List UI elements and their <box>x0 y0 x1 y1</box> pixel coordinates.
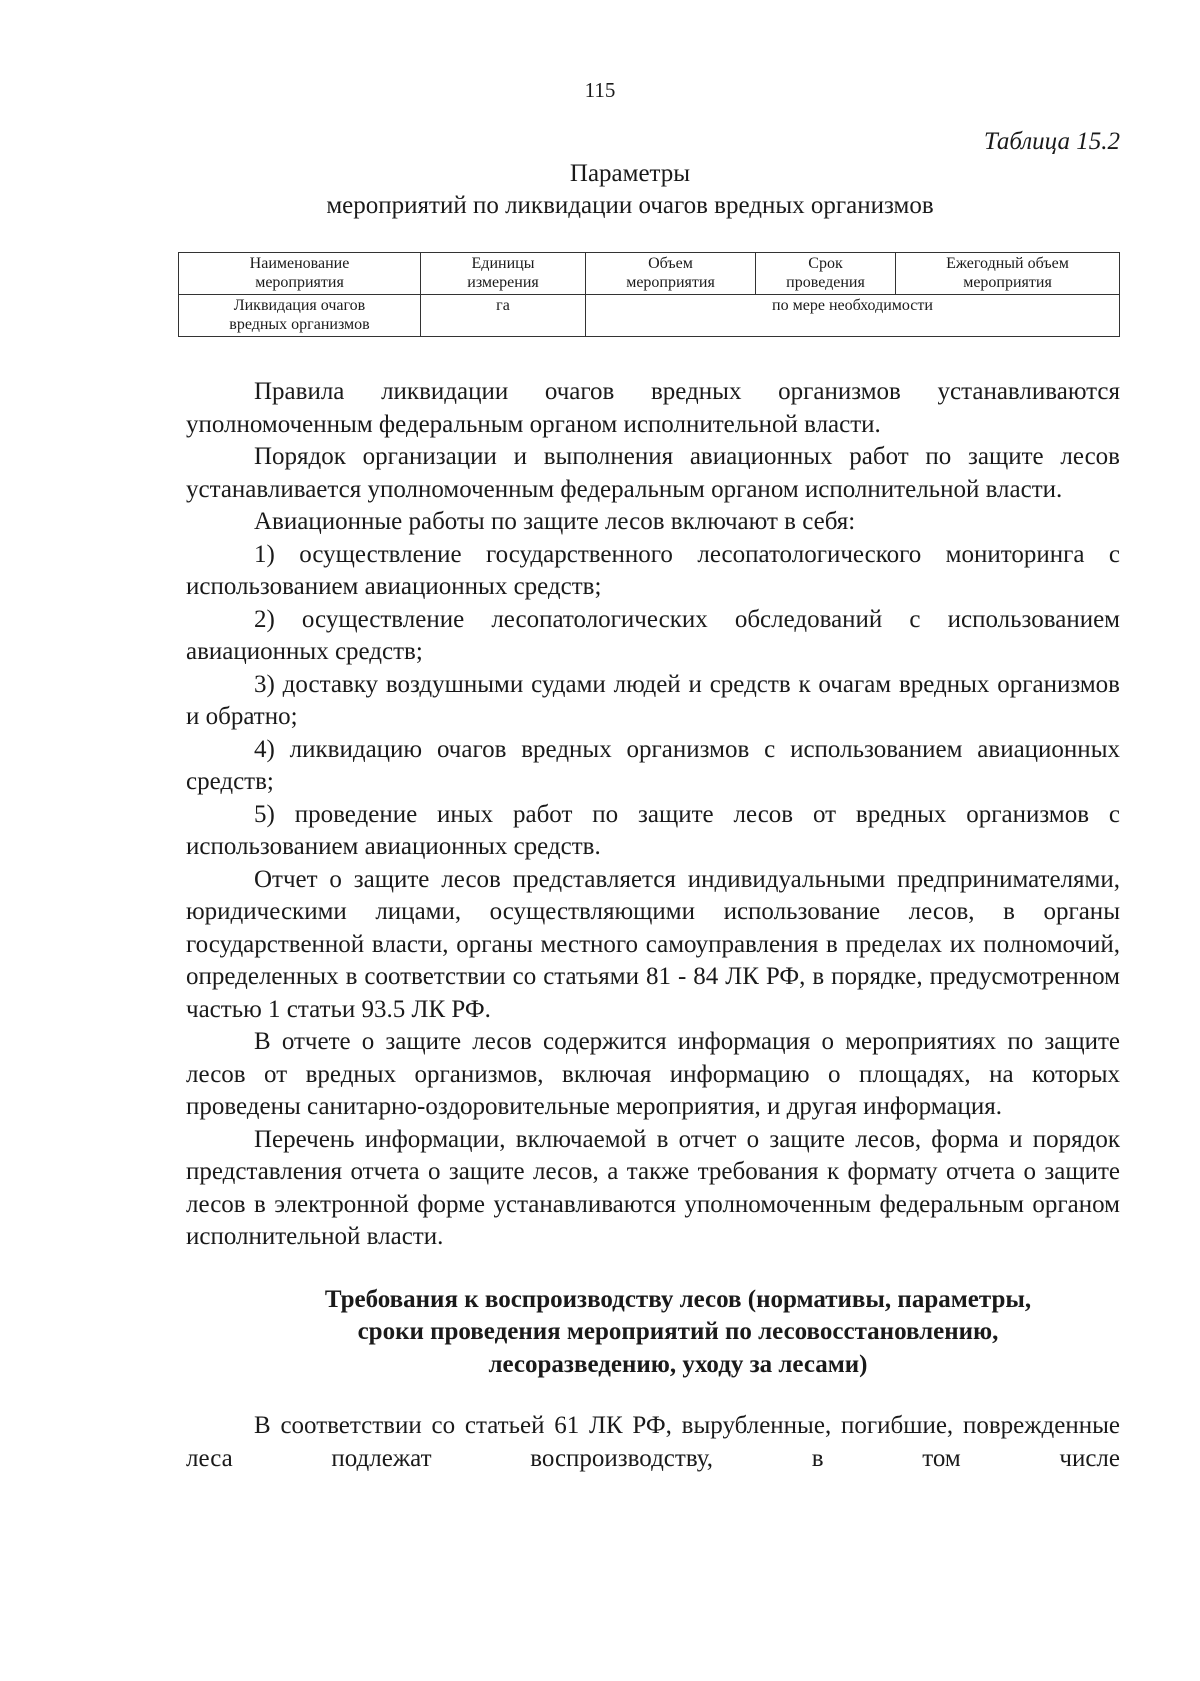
header-text: Срок <box>808 255 843 272</box>
header-text: мероприятия <box>963 274 1052 291</box>
page-number: 115 <box>584 78 616 102</box>
table-row <box>179 295 1120 337</box>
header-unit-cell <box>421 253 586 295</box>
header-volume-cell <box>586 253 756 295</box>
header-name-cell <box>179 253 421 295</box>
section-heading <box>186 1284 1120 1382</box>
list-item: 2) осуществление лесопатологических обследований с использованием авиационных средств; <box>186 605 1120 665</box>
paragraph: Перечень информации, включаемой в отчет о защите лесов, форма и порядок представления отчета о защите лесов, а также требования к формату отчета о защите лесов в электронной форме устанавливаются уполномоченным федеральным органом исполнительной власти. <box>186 1125 1120 1250</box>
table-label: Таблица 15.2 <box>983 128 1120 155</box>
list-item: 4) ликвидацию очагов вредных организмов с использованием авиационных средств; <box>186 735 1120 795</box>
table-title <box>0 158 1200 222</box>
header-text: проведения <box>786 274 865 291</box>
paragraph: Авиационные работы по защите лесов включают в себя: <box>254 508 856 535</box>
paragraph: В отчете о защите лесов содержится информация о мероприятиях по защите лесов от вредных организмов, включая информацию о площадях, на которых проведены санитарно-оздоровительные мероприятия, и другая информация. <box>186 1028 1120 1120</box>
header-text: Наименование <box>249 255 350 272</box>
header-annual-volume-cell <box>896 253 1120 295</box>
section-heading-line3: лесоразведению, уходу за лесами) <box>488 1350 868 1378</box>
header-text: Объем <box>648 255 693 272</box>
header-text: Единицы <box>471 255 535 272</box>
paragraph: Правила ликвидации очагов вредных организмов устанавливаются уполномоченным федеральным органом исполнительной власти. <box>186 378 1120 438</box>
section-heading-line2: сроки проведения мероприятий по лесовосстановлению, <box>357 1318 999 1345</box>
table-title-line2: мероприятий по ликвидации очагов вредных организмов <box>326 192 934 219</box>
paragraph: Порядок организации и выполнения авиационных работ по защите лесов устанавливается уполномоченным федеральным органом исполнительной власти. <box>186 443 1120 503</box>
list-item: 3) доставку воздушными судами людей и средств к очагам вредных организмов и обратно; <box>186 670 1120 730</box>
paragraph: Отчет о защите лесов представляется индивидуальными предпринимателями, юридическими лицами, осуществляющими использование лесов, в органы государственной власти, органы местного самоуправления в пределах их полномочий, определенных в соответствии со статьями 81 - 84 ЛК РФ, в порядке, предусмотренном частью 1 статьи 93.5 ЛК РФ. <box>186 865 1120 1023</box>
table-header-row <box>179 253 1120 295</box>
header-text: мероприятия <box>255 274 344 291</box>
cell-text: вредных организмов <box>229 316 370 333</box>
header-text: мероприятия <box>626 274 715 291</box>
row-unit-cell: га <box>421 295 586 337</box>
row-merged-cell: по мере необходимости <box>586 295 1120 337</box>
section-heading-line1: Требования к воспроизводству лесов (нормативы, параметры, <box>324 1285 1032 1313</box>
header-term-cell <box>756 253 896 295</box>
table-title-line1: Параметры <box>569 160 691 187</box>
header-text: измерения <box>467 274 539 291</box>
cell-text: Ликвидация очагов <box>233 297 366 314</box>
body-text <box>186 376 1120 1475</box>
header-text: Ежегодный объем <box>946 255 1069 272</box>
list-item: 1) осуществление государственного лесопатологического мониторинга с использованием авиационных средств; <box>186 540 1120 600</box>
parameters-table <box>178 252 1120 337</box>
row-name-cell <box>179 295 421 337</box>
paragraph: В соответствии со статьей 61 ЛК РФ, вырубленные, погибшие, поврежденные леса подлежат воспроизводству, в том числе <box>186 1412 1120 1472</box>
list-item: 5) проведение иных работ по защите лесов от вредных организмов с использованием авиационных средств. <box>186 800 1120 860</box>
